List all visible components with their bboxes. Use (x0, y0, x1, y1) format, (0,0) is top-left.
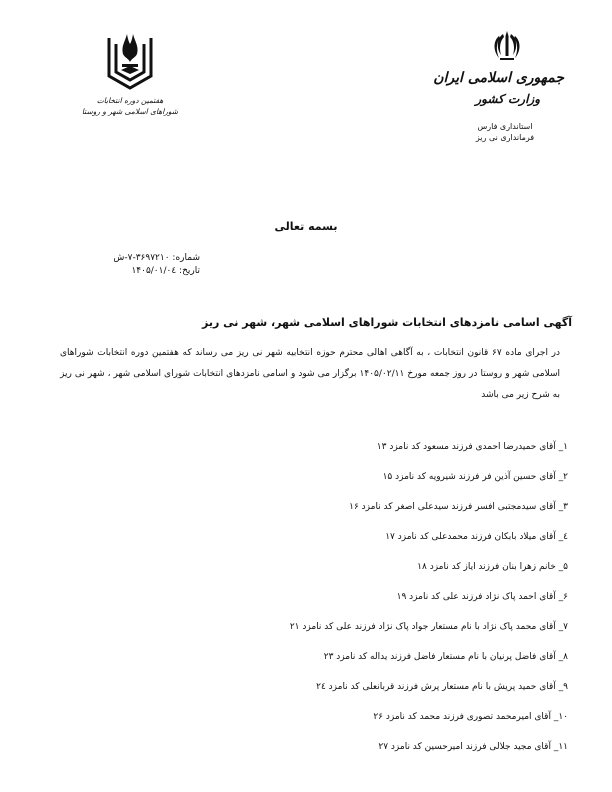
ministry-logo (430, 28, 580, 148)
logo-caption-line1: هفتمین دوره انتخابات (96, 96, 164, 105)
candidate-item: ۹_ آقای حمید پریش با نام مستعار پرش فرزند قربانعلی کد نامزد ۲٤ (316, 682, 568, 692)
candidate-item: ۸_ آقای فاضل پرنیان با نام مستعار فاضل فرزند یداله کد نامزد ۲۳ (323, 652, 568, 662)
candidate-item: ۳_ آقای سیدمجتبی افسر فرزند سیدعلی اصغر کد نامزد ۱۶ (349, 502, 568, 512)
candidate-item: ۷_ آقای محمد پاک نژاد با نام مستعار جواد پاک نژاد فرزند علی کد نامزد ۲۱ (289, 622, 568, 632)
candidate-list (60, 432, 568, 762)
notice-title: آگهی اسامی نامزدهای انتخابات شوراهای اسلامی شهر، شهر نی ریز (202, 316, 572, 329)
letter-number: شماره: ۳۶۹۷۲۱۰-۷-ش (113, 253, 200, 263)
logo-caption-line2: شوراهای اسلامی شهر و روستا (81, 107, 179, 116)
logo-line3: استانداری فارس (477, 122, 533, 131)
election-logo (80, 28, 180, 128)
candidate-item: ۲_ آقای حسین آذین فر فرزند شیرویه کد نامزد ۱۵ (382, 472, 568, 482)
candidate-item: ۱۱_ آقای مجید جلالی فرزند امیرحسین کد نامزد ۲۷ (378, 742, 568, 752)
intro-paragraph: در اجرای ماده ۶۷ قانون انتخابات ، به آگاهی اهالی محترم حوزه انتخابیه شهر نی ریز می رساند که هفتمین دوره انتخابات شوراهای اسلامی شهر و روستا در روز جمعه مورخ ۱۴۰۵/۰۲/۱۱ برگزار می شود و اسامی نامزدهای انتخابات شورای اسلامی شهر ، شهر نی ریز به شرح زیر می باشد (60, 348, 561, 400)
iran-emblem-icon (490, 28, 524, 62)
candidate-item: ۵_ خانم زهرا بنان فرزند ایاز کد نامزد ۱۸ (417, 562, 568, 572)
ballot-box-emblem-icon (95, 28, 165, 94)
candidate-item: ٤_ آقای میلاد بابکان فرزند محمدعلی کد نامزد ۱۷ (385, 532, 568, 542)
candidate-item: ۶_ آقای احمد پاک نژاد فرزند علی کد نامزد ۱۹ (396, 592, 568, 602)
basmala-heading: بسمه تعالی (274, 220, 338, 233)
logo-title-line1: جمهوری اسلامی ایران (433, 70, 564, 86)
logo-title-line2: وزارت کشور (475, 92, 540, 106)
candidate-item: ۱_ آقای حمیدرضا احمدی فرزند مسعود کد نامزد ۱۳ (376, 442, 568, 452)
letter-meta (80, 252, 200, 278)
candidate-item: ۱۰_ آقای امیرمحمد تصوری فرزند محمد کد نامزد ۲۶ (373, 712, 568, 722)
logo-line4: فرمانداری نی ریز (475, 133, 535, 142)
letter-date: تاریخ: ۱۴۰۵/۰۱/۰٤ (131, 266, 200, 276)
